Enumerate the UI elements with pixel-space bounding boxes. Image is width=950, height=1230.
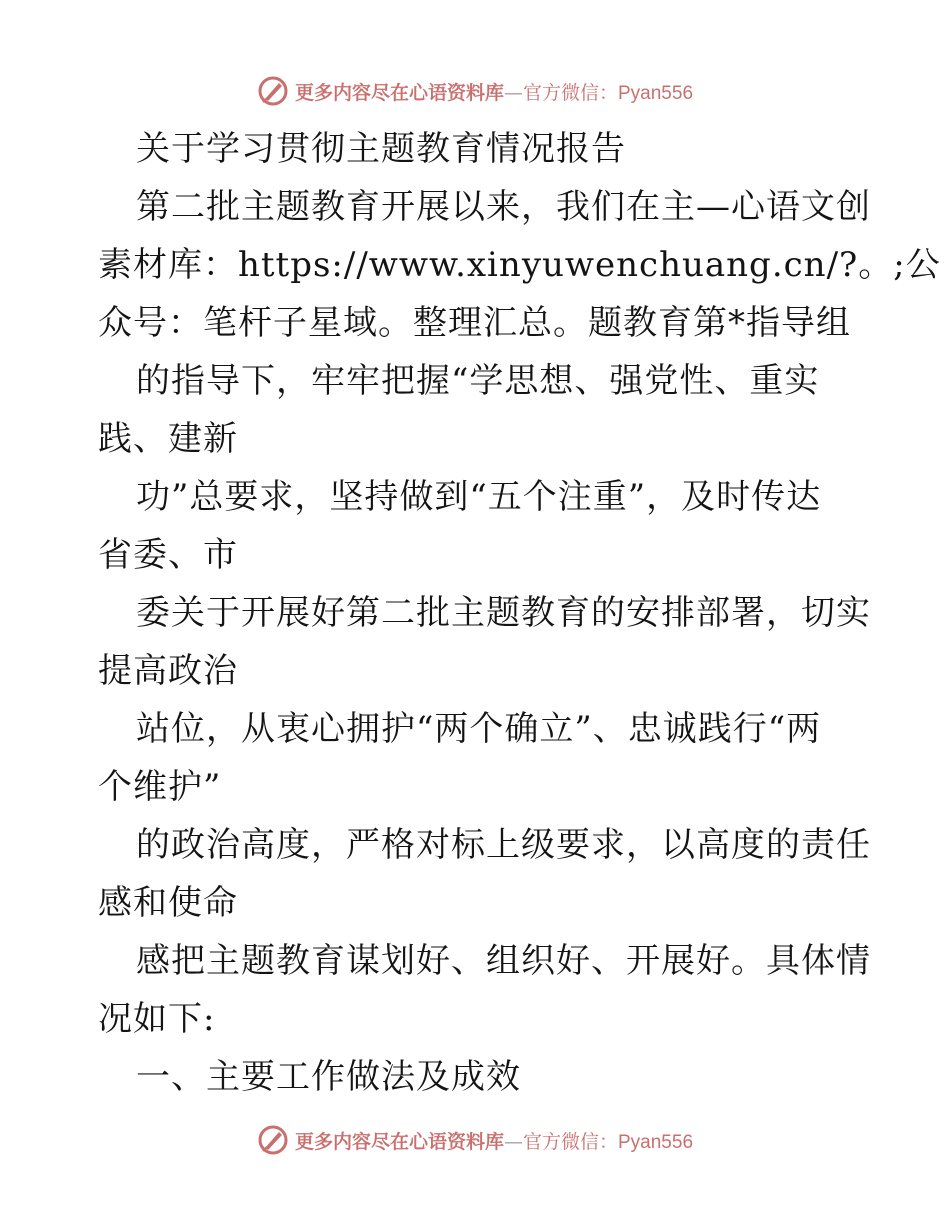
text-line: 一、主要工作做法及成效 <box>136 1057 521 1097</box>
header-watermark <box>0 71 950 111</box>
watermark-group <box>257 75 693 107</box>
watermark-separator: — <box>503 81 523 104</box>
watermark-main-text: 更多内容尽在心语资料库 <box>294 81 504 104</box>
footer-watermark <box>0 1120 950 1160</box>
quill-logo-icon <box>257 75 289 107</box>
watermark-main-text: 更多内容尽在心语资料库 <box>294 1130 504 1153</box>
watermark-separator: — <box>503 1130 523 1153</box>
text-line: 省委、市 <box>98 535 238 575</box>
watermark-id: Pyan556 <box>618 82 694 104</box>
text-line: 第二批主题教育开展以来，我们在主—心语文创 <box>136 187 871 227</box>
text-line: 的指导下，牢牢把握“学思想、强党性、重实 <box>136 361 820 401</box>
text-line: 素材库：https://www.xinyuwenchuang.cn/?。;公 <box>98 245 941 285</box>
text-line: 个维护” <box>98 767 222 807</box>
text-line: 功”总要求，坚持做到“五个注重”，及时传达 <box>136 477 822 517</box>
document-title: 关于学习贯彻主题教育情况报告 <box>136 129 626 169</box>
text-line: 的政治高度，严格对标上级要求，以高度的责任 <box>136 825 871 865</box>
text-line: 委关于开展好第二批主题教育的安排部署，切实 <box>136 593 871 633</box>
watermark-text <box>295 78 693 105</box>
quill-logo-icon <box>257 1124 289 1156</box>
text-line: 践、建新 <box>98 419 238 459</box>
watermark-id: Pyan556 <box>618 1131 694 1153</box>
watermark-group <box>257 1124 693 1156</box>
text-line: 众号：笔杆子星域。整理汇总。题教育第*指导组 <box>98 303 851 343</box>
text-line: 感和使命 <box>98 883 238 923</box>
text-line: 感把主题教育谋划好、组织好、开展好。具体情 <box>136 941 871 981</box>
document-body <box>98 120 941 1106</box>
watermark-text <box>295 1127 693 1154</box>
text-line: 况如下: <box>98 999 216 1039</box>
watermark-label: 官方微信： <box>522 1130 618 1153</box>
text-line: 站位，从衷心拥护“两个确立”、忠诚践行“两 <box>136 709 822 749</box>
text-line: 提高政治 <box>98 651 238 691</box>
watermark-label: 官方微信： <box>522 81 618 104</box>
